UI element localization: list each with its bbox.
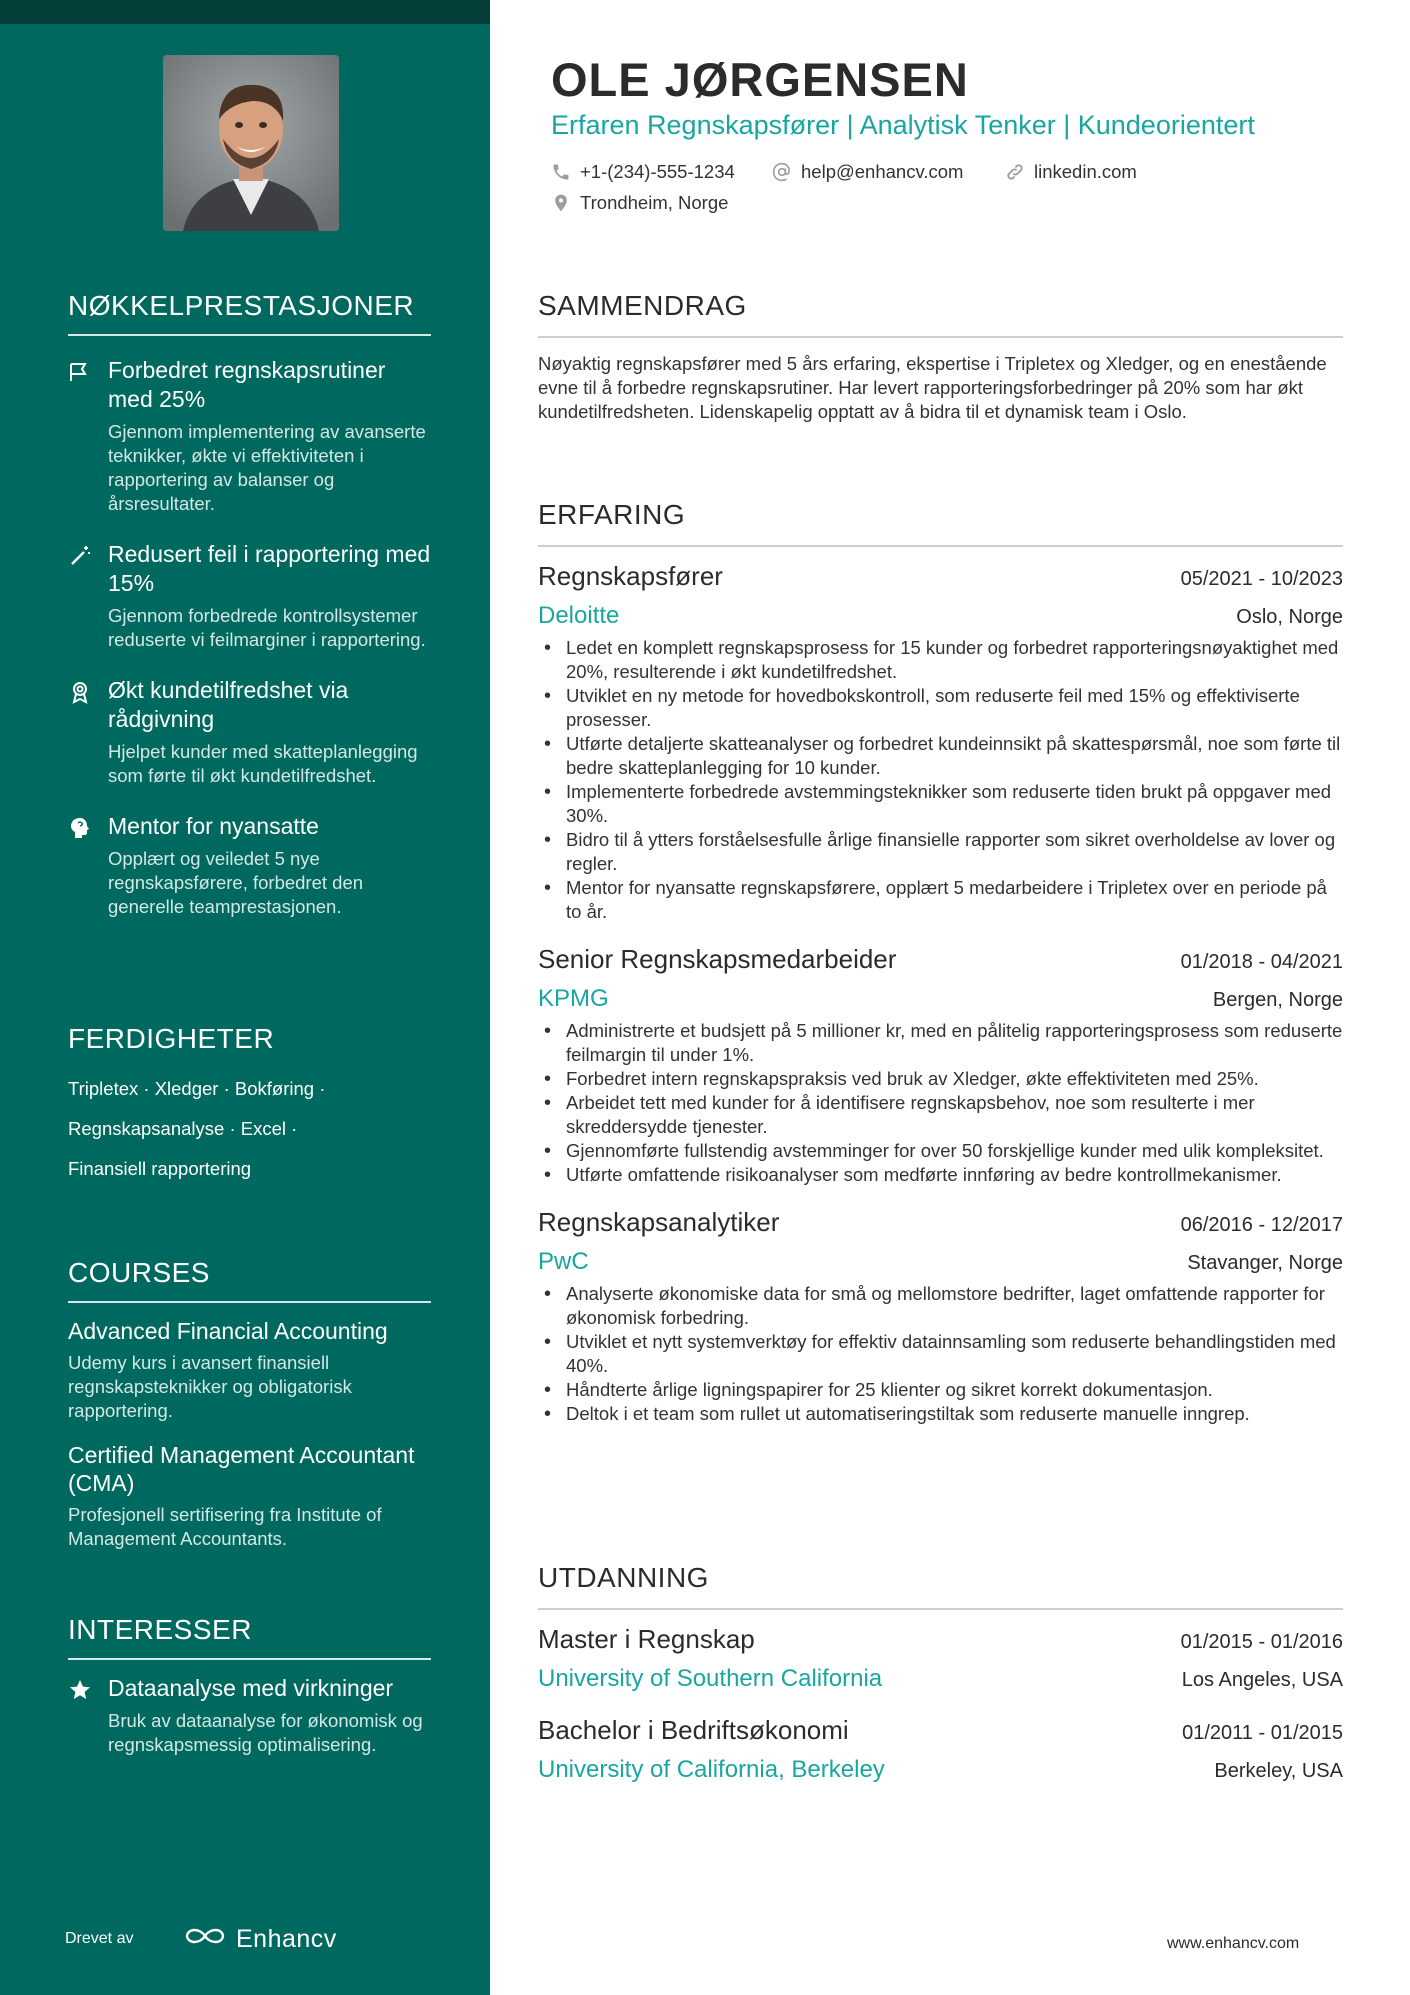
job-dates: 06/2016 - 12/2017 <box>1180 1214 1343 1236</box>
job-dates: 05/2021 - 10/2023 <box>1180 568 1343 590</box>
job-entry <box>538 1207 1343 1426</box>
course-description: Udemy kurs i avansert finansiell regnskapsteknikker og obligatorisk rapportering. <box>68 1352 352 1421</box>
infinity-logo-icon <box>182 1924 228 1955</box>
course-description: Profesjonell sertifisering fra Institute of Management Accountants. <box>68 1504 382 1549</box>
job-entry <box>538 561 1343 924</box>
achievement-title: Redusert feil i rapportering med 15% <box>108 541 431 596</box>
course-item <box>68 1317 431 1423</box>
job-bullet: • Deltok i et team som rullet ut automatiseringstiltak som reduserte manuelle inngrep. <box>538 1402 1343 1426</box>
job-bullet: • Utførte detaljerte skatteanalyser og forbedret kundeinnsikt på skattespørsmål, noe som førte til bedre skatteplanlegging for 10 kunder. <box>538 732 1343 780</box>
education-dates: 01/2011 - 01/2015 <box>1182 1722 1343 1744</box>
sidebar <box>0 0 490 1995</box>
profile-photo <box>163 55 339 231</box>
job-bullet: • Bidro til å ytters forståelsesfulle årlige finansielle rapporter som sikret overholdelse av lover og regler. <box>538 828 1343 876</box>
achievement-item <box>68 812 431 919</box>
skills-line: Tripletex · Xledger · Bokføring · <box>68 1078 326 1099</box>
interest-item <box>68 1674 431 1757</box>
interests-section <box>68 1614 431 1757</box>
contact-linkedin[interactable] <box>1005 161 1137 183</box>
achievement-description: Hjelpet kunder med skatteplanlegging som førte til økt kundetilfredshet. <box>108 741 418 786</box>
achievements-section <box>68 290 431 919</box>
achievement-item <box>68 356 431 516</box>
job-title: Senior Regnskapsmedarbeider <box>538 944 897 974</box>
job-bullets <box>538 1282 1343 1426</box>
achievement-description: Gjennom forbedrede kontrollsystemer reduserte vi feilmarginer i rapportering. <box>108 605 426 650</box>
education-section <box>538 1562 1343 1784</box>
school-name: University of Southern California <box>538 1665 883 1692</box>
education-entry <box>538 1715 1343 1784</box>
job-company: Deloitte <box>538 602 620 629</box>
achievement-item <box>68 540 431 652</box>
sidebar-top-band <box>0 0 490 24</box>
candidate-name: OLE JØRGENSEN <box>551 53 969 106</box>
job-bullets <box>538 1019 1343 1187</box>
achievement-item <box>68 676 431 788</box>
experience-heading: ERFARING <box>538 499 1343 547</box>
enhancv-logo[interactable] <box>182 1924 337 1955</box>
school-name: University of California, Berkeley <box>538 1756 885 1783</box>
course-title: Advanced Financial Accounting <box>68 1318 388 1344</box>
job-bullet: • Arbeidet tett med kunder for å identifisere regnskapsbehov, noe som resulterte i mer skreddersydde tjenester. <box>538 1091 1343 1139</box>
job-bullet: • Mentor for nyansatte regnskapsførere, opplært 5 medarbeidere i Tripletex over en periode på to år. <box>538 876 1343 924</box>
powered-by-label: Drevet av <box>65 1930 134 1947</box>
job-bullet: • Ledet en komplett regnskapsprosess for 15 kunder og forbedret rapporteringsnøyaktighet med 20%, resulterende i økt kundetilfredshet. <box>538 636 1343 684</box>
job-location: Bergen, Norge <box>1212 989 1343 1011</box>
education-location: Los Angeles, USA <box>1181 1669 1343 1691</box>
brand-name: Enhancv <box>236 1925 337 1953</box>
phone-icon <box>551 162 571 182</box>
brain-icon <box>68 816 92 840</box>
course-item <box>68 1441 431 1551</box>
job-bullet: • Utviklet en ny metode for hovedbokskontroll, som reduserte feil med 15% og effektiviserte prosesser. <box>538 684 1343 732</box>
achievement-title: Økt kundetilfredshet via rådgivning <box>108 677 349 732</box>
job-location: Stavanger, Norge <box>1187 1252 1343 1274</box>
degree-title: Master i Regnskap <box>538 1624 755 1654</box>
linkedin-text: linkedin.com <box>1034 161 1137 182</box>
job-title: Regnskapsfører <box>538 561 723 591</box>
job-entry <box>538 944 1343 1187</box>
phone-text: +1-(234)-555-1234 <box>580 161 735 182</box>
course-title: Certified Management Accountant (CMA) <box>68 1442 415 1496</box>
contact-location <box>551 192 728 214</box>
contact-phone <box>551 161 735 183</box>
achievement-title: Forbedret regnskapsrutiner med 25% <box>108 357 386 412</box>
job-title: Regnskapsanalytiker <box>538 1207 780 1237</box>
education-entry <box>538 1624 1343 1693</box>
star-icon <box>68 1678 92 1702</box>
degree-title: Bachelor i Bedriftsøkonomi <box>538 1715 849 1745</box>
job-bullet: • Utviklet et nytt systemverktøy for effektiv datainnsamling som reduserte behandlingstiden med 40%. <box>538 1330 1343 1378</box>
job-company: PwC <box>538 1248 589 1275</box>
interests-heading: INTERESSER <box>68 1614 431 1660</box>
courses-section <box>68 1257 431 1551</box>
education-location: Berkeley, USA <box>1214 1760 1343 1782</box>
achievement-description: Opplært og veiledet 5 nye regnskapsførere, forbedret den generelle teamprestasjonen. <box>108 848 364 917</box>
candidate-tagline: Erfaren Regnskapsfører | Analytisk Tenker | Kundeorientert <box>551 110 1255 140</box>
job-bullet: • Forbedret intern regnskapspraksis ved bruk av Xledger, økte effektiviteten med 25%. <box>538 1067 1343 1091</box>
link-icon <box>1005 162 1025 182</box>
job-location: Oslo, Norge <box>1236 606 1343 628</box>
footer-website[interactable]: www.enhancv.com <box>1167 1935 1300 1952</box>
skills-section <box>68 1023 431 1197</box>
interest-title: Dataanalyse med virkninger <box>108 1675 394 1701</box>
achievements-heading: NØKKELPRESTASJONER <box>68 290 431 336</box>
skills-line: Finansiell rapportering <box>68 1158 252 1179</box>
interest-description: Bruk av dataanalyse for økonomisk og regnskapsmessig optimalisering. <box>108 1710 423 1755</box>
contact-email[interactable] <box>772 161 963 183</box>
summary-section <box>538 290 1343 424</box>
achievement-title: Mentor for nyansatte <box>108 813 319 839</box>
achievement-description: Gjennom implementering av avanserte teknikker, økte vi effektiviteten i rapportering av balanser og årsresultater. <box>108 421 426 514</box>
job-bullet: • Gjennomførte fullstendig avstemminger for over 50 forskjellige kunder med ulik kompleksitet. <box>538 1139 1343 1163</box>
experience-section <box>538 499 1343 1426</box>
at-icon <box>772 162 792 182</box>
email-text: help@enhancv.com <box>801 161 964 182</box>
magic-wand-icon <box>68 544 92 568</box>
education-dates: 01/2015 - 01/2016 <box>1180 1631 1343 1653</box>
job-bullet: • Utførte omfattende risikoanalyser som medførte innføring av bedre kontrollmekanismer. <box>538 1163 1343 1187</box>
courses-heading: COURSES <box>68 1257 431 1303</box>
award-icon <box>68 680 92 704</box>
job-bullet: • Implementerte forbedrede avstemmingsteknikker som reduserte tiden brukt på oppgaver med 30%. <box>538 780 1343 828</box>
location-pin-icon <box>551 193 571 213</box>
flag-icon <box>68 360 92 384</box>
summary-heading: SAMMENDRAG <box>538 290 1343 338</box>
summary-text: Nøyaktig regnskapsfører med 5 års erfaring, ekspertise i Tripletex og Xledger, og en enestående evne til å forbedre regnskapsrutiner. Har levert rapporteringsforbedringer på 20% som har økt kundetilfredsheten. Lidenskapelig opptatt av å bidra til et dynamisk team i Oslo. <box>538 353 1327 422</box>
skills-heading: FERDIGHETER <box>68 1023 275 1054</box>
job-company: KPMG <box>538 985 609 1012</box>
skills-line: Regnskapsanalyse · Excel · <box>68 1118 298 1139</box>
location-text: Trondheim, Norge <box>580 192 729 213</box>
job-bullet: • Håndterte årlige ligningspapirer for 25 klienter og sikret korrekt dokumentasjon. <box>538 1378 1343 1402</box>
education-heading: UTDANNING <box>538 1562 1343 1610</box>
job-bullets <box>538 636 1343 924</box>
job-bullet: • Analyserte økonomiske data for små og mellomstore bedrifter, laget omfattende rapporter for økonomisk forbedring. <box>538 1282 1343 1330</box>
job-dates: 01/2018 - 04/2021 <box>1180 951 1343 973</box>
job-bullet: • Administrerte et budsjett på 5 millioner kr, med en pålitelig rapporteringsprosess som reduserte feilmargin til under 1%. <box>538 1019 1343 1067</box>
